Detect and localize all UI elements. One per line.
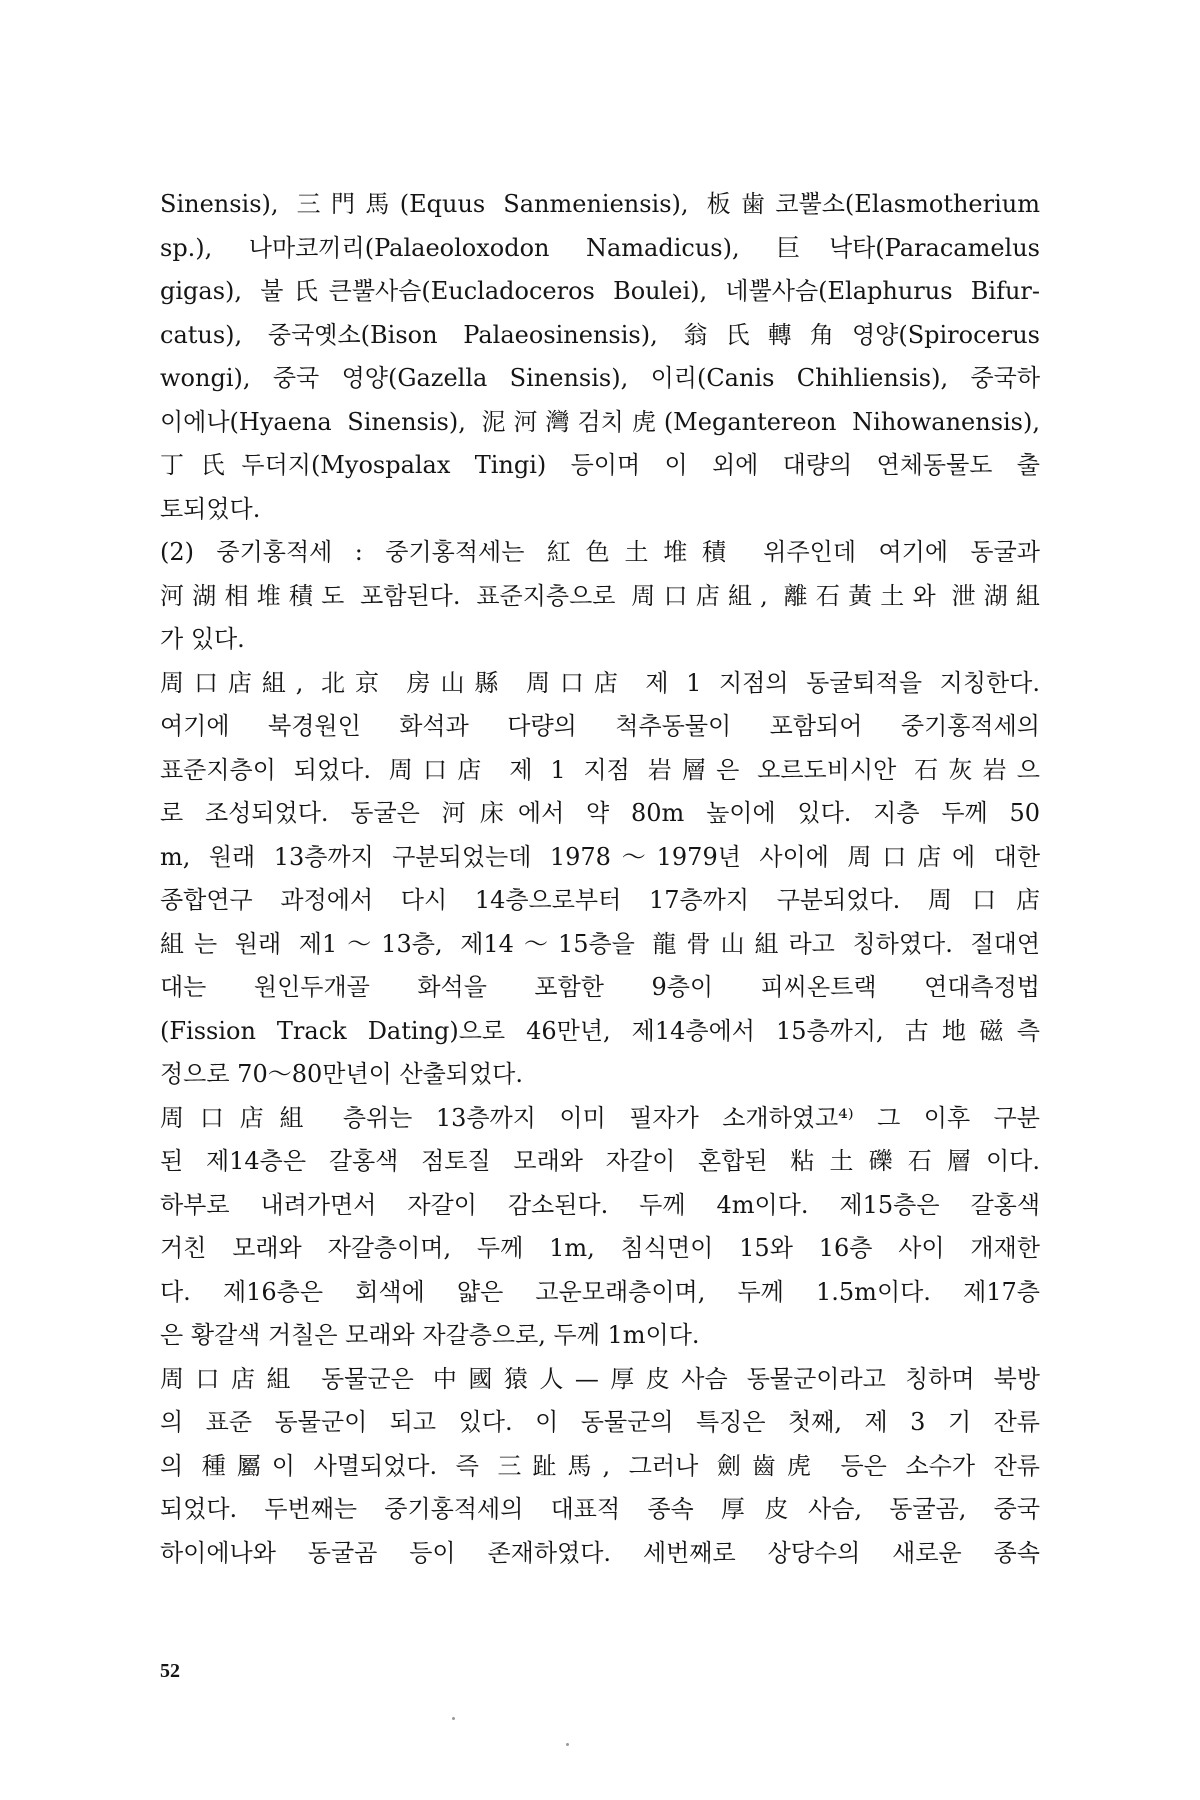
text-line: sp.), 나마코끼리(Palaeoloxodon Namadicus), 巨낙타(Paracamelus xyxy=(160,233,1040,262)
text-line: 이에나(Hyaena Sinensis), 泥河灣검치虎(Megantereon Nihowanensis), xyxy=(160,407,1040,436)
text-line: 의 표준 동물군이 되고 있다. 이 동물군의 특징은 첫째, 제 3 기 잔류 xyxy=(160,1408,1040,1436)
text-line: 여기에 북경원인 화석과 다량의 척추동물이 포함되어 중기홍적세의 xyxy=(160,712,1040,740)
text-line: 정으로 70～80만년이 산출되었다. xyxy=(160,1060,523,1088)
text-line: 종합연구 과정에서 다시 14층으로부터 17층까지 구분되었다. 周口店 xyxy=(160,886,1040,914)
text-line: 周口店組 층위는 13층까지 이미 필자가 소개하였고⁴⁾ 그 이후 구분 xyxy=(160,1103,1040,1132)
text-line: (Fission Track Dating)으로 46만년, 제14층에서 15층까지, 古地磁측 xyxy=(160,1016,1040,1045)
text-line: 의 種屬이 사멸되었다. 즉 三趾馬, 그러나 劍齒虎 등은 소수가 잔류 xyxy=(160,1451,1040,1480)
text-line: 거친 모래와 자갈층이며, 두께 1m, 침식면이 15와 16층 사이 개재한 xyxy=(160,1234,1040,1262)
text-line: 표준지층이 되었다. 周口店 제 1 지점 岩層은 오르도비시안 石灰岩으 xyxy=(160,755,1040,784)
body-text xyxy=(160,183,1040,1575)
text-line: m, 원래 13층까지 구분되었는데 1978～1979년 사이에 周口店에 대한 xyxy=(160,842,1040,871)
text-line: 된 제14층은 갈홍색 점토질 모래와 자갈이 혼합된 粘土礫石層이다. xyxy=(160,1147,1040,1175)
text-line: 대는 원인두개골 화석을 포함한 9층이 피씨온트랙 연대측정법 xyxy=(160,973,1040,1001)
text-line: 하이에나와 동굴곰 등이 존재하였다. 세번째로 상당수의 새로운 종속 xyxy=(160,1538,1040,1567)
page-number: 52 xyxy=(160,1660,180,1682)
text-line: Sinensis), 三門馬(Equus Sanmeniensis), 板歯코뿔소(Elasmotherium xyxy=(160,190,1040,218)
text-line: 周口店組 동물군은 中國猿人—厚皮사슴 동물군이라고 칭하며 북방 xyxy=(160,1364,1040,1393)
text-line: 周口店組, 北京 房山縣 周口店 제 1 지점의 동굴퇴적을 지칭한다. xyxy=(160,668,1040,697)
text-line: (2) 중기홍적세 : 중기홍적세는 紅色土堆積 위주인데 여기에 동굴과 xyxy=(160,538,1040,566)
scan-speck xyxy=(566,1743,569,1746)
text-line: 로 조성되었다. 동굴은 河床에서 약 80m 높이에 있다. 지층 두께 50 xyxy=(160,799,1040,827)
text-line: 河湖相堆積도 포함된다. 표준지층으로 周口店組, 離石黃土와 泄湖組 xyxy=(160,581,1040,610)
text-line: catus), 중국옛소(Bison Palaeosinensis), 翁氏轉角영양(Spirocerus xyxy=(160,320,1040,349)
text-line: 丁氏두더지(Myospalax Tingi) 등이며 이 외에 대량의 연체동물도 출 xyxy=(160,451,1040,479)
text-line: gigas), 불氏큰뿔사슴(Eucladoceros Boulei), 네뿔사슴(Elaphurus Bifur- xyxy=(160,277,1040,305)
scan-speck xyxy=(452,1717,455,1720)
text-line: 하부로 내려가면서 자갈이 감소된다. 두께 4m이다. 제15층은 갈홍색 xyxy=(160,1190,1040,1219)
text-line: wongi), 중국 영양(Gazella Sinensis), 이리(Canis Chihliensis), 중국하 xyxy=(160,364,1040,392)
text-line: 토되었다. xyxy=(160,494,261,523)
text-line: 組는 원래 제1～13층, 제14～15층을 龍骨山組라고 칭하였다. 절대연 xyxy=(160,929,1040,958)
text-line: 되었다. 두번째는 중기홍적세의 대표적 종속 厚皮사슴, 동굴곰, 중국 xyxy=(160,1495,1040,1523)
text-line: 가 있다. xyxy=(160,625,245,653)
text-line: 다. 제16층은 회색에 얇은 고운모래층이며, 두께 1.5m이다. 제17층 xyxy=(160,1277,1040,1306)
text-line: 은 황갈색 거칠은 모래와 자갈층으로, 두께 1m이다. xyxy=(160,1321,700,1349)
